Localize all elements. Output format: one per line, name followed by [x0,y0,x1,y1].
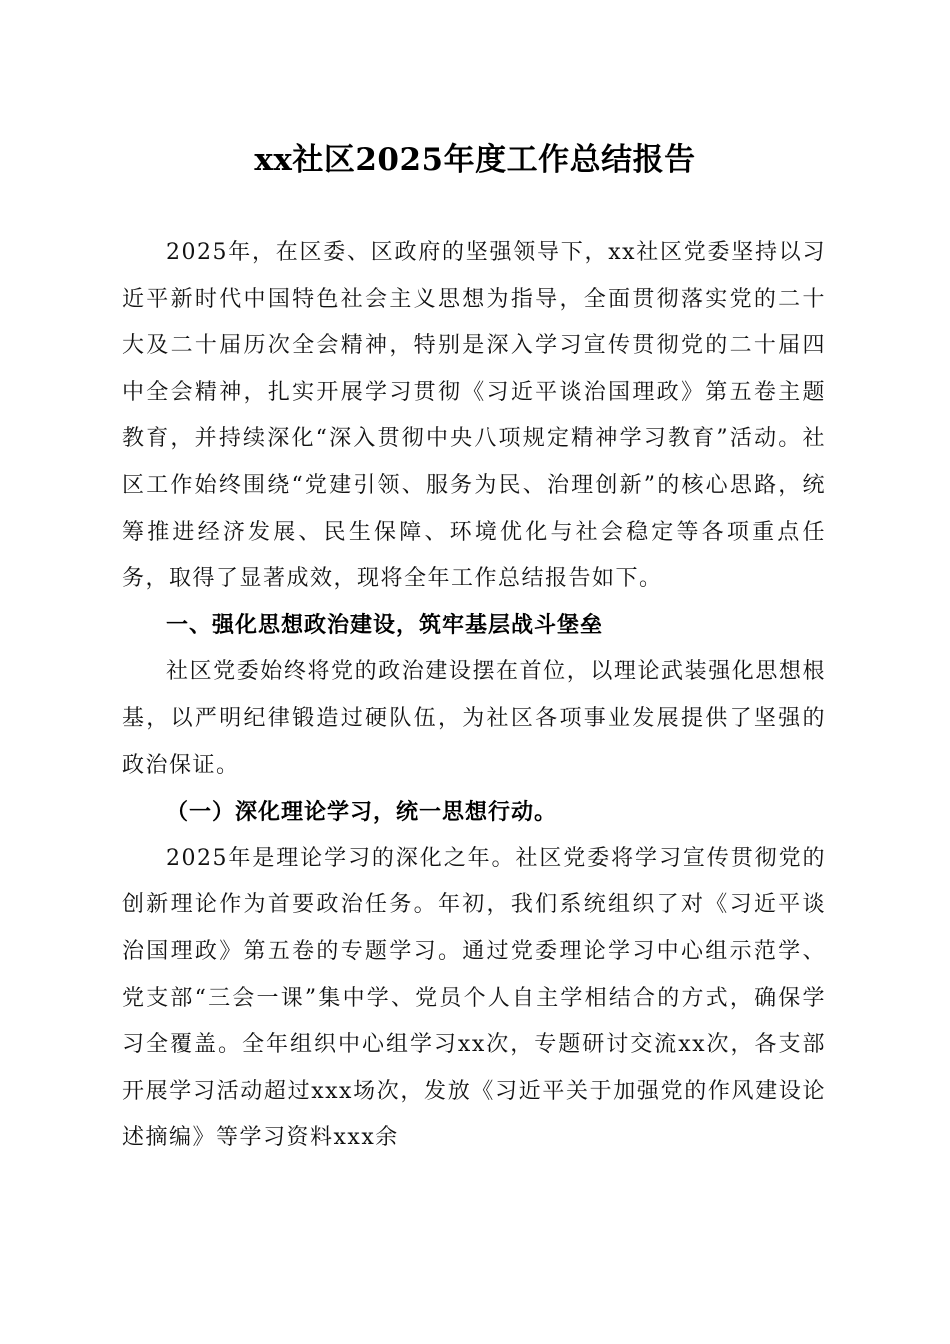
section-1-heading: 一、强化思想政治建设，筑牢基层战斗堡垒 [166,612,604,638]
intro-paragraph: 2025年，在区委、区政府的坚强领导下，xx社区党委坚持以习近平新时代中国特色社会主义思想为指导，全面贯彻落实党的二十大及二十届历次全会精神，特别是深入学习宣传贯彻党的二十届四中全会精神，扎实开展学习贯彻《习近平谈治国理政》第五卷主题教育，并持续深化“深入贯彻中央八项规定精神学习教育”活动。社区工作始终围绕“党建引领、服务为民、治理创新”的核心思路，统筹推进经济发展、民生保障、环境优化与社会稳定等各项重点任务，取得了显著成效，现将全年工作总结报告如下。 [122,240,826,592]
section-1-paragraph: 社区党委始终将党的政治建设摆在首位，以理论武装强化思想根基，以严明纪律锻造过硬队伍，为社区各项事业发展提供了坚强的政治保证。 [122,659,826,778]
subsection-1-heading: （一）深化理论学习，统一思想行动。 [166,799,558,826]
document-title: xx社区2025年度工作总结报告 [254,142,696,178]
document-body [122,230,826,1162]
subsection-1-paragraph: 2025年是理论学习的深化之年。社区党委将学习宣传贯彻党的创新理论作为首要政治任务。年初，我们系统组织了对《习近平谈治国理政》第五卷的专题学习。通过党委理论学习中心组示范学、党支部“三会一课”集中学、党员个人自主学相结合的方式，确保学习全覆盖。全年组织中心组学习xx次，专题研讨交流xx次，各支部开展学习活动超过xxx场次，发放《习近平关于加强党的作风建设论述摘编》等学习资料xxx余 [122,845,826,1151]
